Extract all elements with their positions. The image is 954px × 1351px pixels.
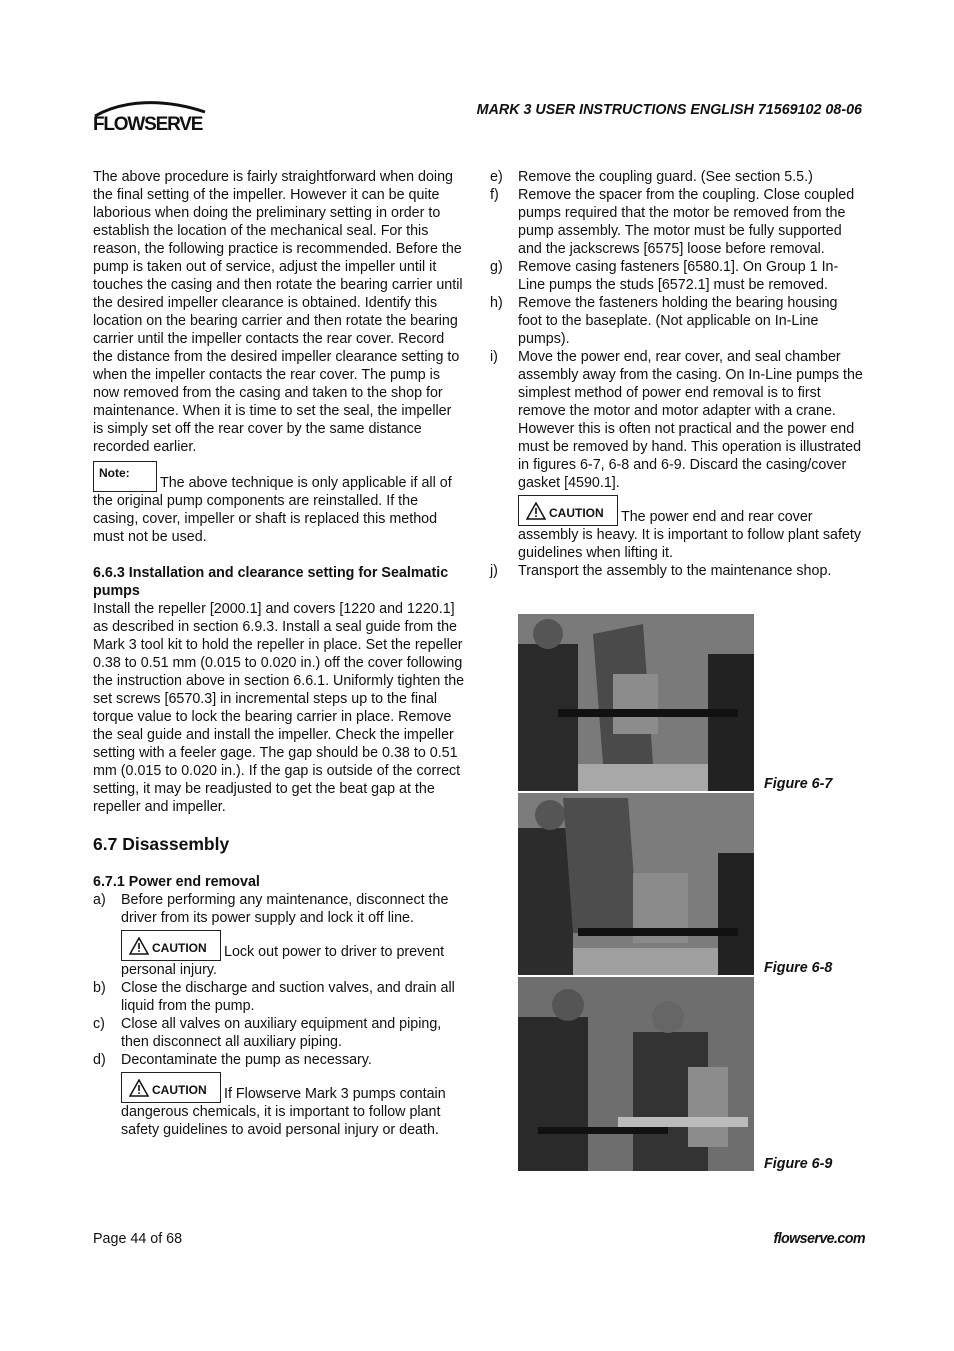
list-item (93, 1051, 465, 1069)
section-663-heading: 6.6.3 Installation and clearance setting for Sealmatic pumps (93, 565, 449, 599)
caution-text: The power end and rear cover assembly is heavy. It is important to follow plant safety guidelines when lifting it. (518, 509, 862, 561)
note-text: The above technique is only applicable if all of the original pump components are reinstalled. If the casing, cover, impeller or shaft is replaced this method must not be used. (93, 475, 452, 545)
caution-paragraph (121, 1072, 465, 1139)
list-item-label: e) (490, 169, 503, 185)
list-item-text: Move the power end, rear cover, and seal chamber assembly away from the casing. On In-Line pumps the simplest method of power end removal is to first remove the motor and motor adapter with a crane. However this is often not practical and the power end must be removed by hand. This operation is illustrated in figures 6-7, 6-8 and 6-9. Discard the casing/cover gasket [4590.1]. (518, 349, 863, 491)
list-item-label: f) (490, 187, 499, 203)
pump-photo-illustration (518, 614, 754, 791)
figure-6-8-caption: Figure 6-8 (764, 960, 833, 976)
list-item (490, 258, 865, 294)
list-item (490, 294, 865, 348)
flowserve-logo (93, 100, 208, 138)
caution-text: Lock out power to driver to prevent personal injury. (121, 944, 445, 978)
figure-6-8-photo (518, 793, 754, 975)
list-item-label: i) (490, 349, 498, 365)
warning-triangle-icon (526, 502, 546, 520)
figure-6-7-caption: Figure 6-7 (764, 776, 833, 792)
list-item-label: a) (93, 892, 106, 908)
list-item-label: d) (93, 1052, 106, 1068)
warning-triangle-icon (129, 937, 149, 955)
intro-paragraph: The above procedure is fairly straightforward when doing the final setting of the impeller. However it can be quite laborious when doing the preliminary setting in order to establish the location of the mechanical seal. For this reason, the following practice is recommended. Before the pump is taken out of service, adjust the impeller until it touches the casing and then rotate the bearing carrier until the desired impeller clearance is obtained. Identify this location on the bearing carrier and then rotate the bearing carrier until the impeller contacts the rear cover. Record the distance from the desired impeller clearance setting to when the impeller contacts the rear cover. The pump is now removed from the casing and taken to the shop for maintenance. When it is time to set the seal, the impeller is simply set off the rear cover by the same distance recorded earlier. (93, 169, 463, 455)
list-item (490, 168, 865, 186)
pump-photo-illustration (518, 977, 754, 1171)
list-item-text: Transport the assembly to the maintenance shop. (518, 563, 832, 579)
logo-text: FLOWSERVE (93, 114, 203, 135)
list-item-label: j) (490, 563, 498, 579)
document-header: MARK 3 USER INSTRUCTIONS ENGLISH 71569102 08-06 (476, 102, 862, 118)
list-item-text: Close the discharge and suction valves, and drain all liquid from the pump. (121, 980, 455, 1014)
list-item-label: c) (93, 1016, 105, 1032)
caution-paragraph (518, 495, 865, 562)
list-item-text: Remove casing fasteners [6580.1]. On Group 1 In-Line pumps the studs [6572.1] must be removed. (518, 259, 839, 293)
caution-text: If Flowserve Mark 3 pumps contain dangerous chemicals, it is important to follow plant safety guidelines to avoid personal injury or death. (121, 1086, 446, 1138)
list-item (93, 1015, 465, 1051)
list-item (490, 562, 865, 580)
footer-website: flowserve.com (773, 1231, 865, 1247)
warning-triangle-icon (129, 1079, 149, 1097)
left-column (93, 168, 465, 1139)
note-badge: Note: (93, 461, 157, 492)
list-item-label: g) (490, 259, 503, 275)
list-item-text: Before performing any maintenance, disconnect the driver from its power supply and lock it off line. (121, 892, 449, 926)
section-663-body: Install the repeller [2000.1] and covers [1220 and 1220.1] as described in section 6.9.3. Install a seal guide from the Mark 3 tool kit to hold the repeller in place. Set the repeller 0.38 to 0.51 mm (0.015 to 0.020 in.) off the cover following the instruction above in section 6.6.1. Uniformly tighten the set screws [6570.3] in incremental steps up to the final torque value to lock the bearing carrier in place. Remove the seal guide and install the impeller. Check the impeller setting with a feeler gage. The gap should be 0.38 to 0.51 mm (0.015 to 0.020 in.). If the gap is outside of the correct setting, it may be readjusted to get the beat gap at the repeller and impeller. (93, 601, 465, 815)
caution-badge: CAUTION (121, 930, 221, 961)
caution-paragraph (121, 930, 465, 979)
list-item-text: Decontaminate the pump as necessary. (121, 1052, 372, 1068)
figure-6-9-photo (518, 977, 754, 1171)
caution-badge: CAUTION (518, 495, 618, 526)
list-item (93, 891, 465, 927)
right-column (490, 168, 865, 580)
section-671-heading: 6.7.1 Power end removal (93, 874, 260, 890)
note-paragraph (93, 461, 465, 546)
list-item (490, 348, 865, 492)
list-item-text: Close all valves on auxiliary equipment and piping, then disconnect all auxiliary piping. (121, 1016, 442, 1050)
caution-badge: CAUTION (121, 1072, 221, 1103)
list-item-label: b) (93, 980, 106, 996)
list-item-text: Remove the fasteners holding the bearing housing foot to the baseplate. (Not applicable on In-Line pumps). (518, 295, 838, 347)
list-item-label: h) (490, 295, 503, 311)
list-item (490, 186, 865, 258)
list-item-text: Remove the coupling guard. (See section 5.5.) (518, 169, 813, 185)
list-item-text: Remove the spacer from the coupling. Close coupled pumps required that the motor be removed from the pump assembly. The motor must be fully supported and the jackscrews [6575] loose before removal. (518, 187, 855, 257)
page-number: Page 44 of 68 (93, 1231, 183, 1247)
figure-6-7-photo (518, 614, 754, 791)
figure-6-9-caption: Figure 6-9 (764, 1156, 833, 1172)
pump-photo-illustration (518, 793, 754, 975)
list-item (93, 979, 465, 1015)
section-67-heading: 6.7 Disassembly (93, 834, 230, 854)
